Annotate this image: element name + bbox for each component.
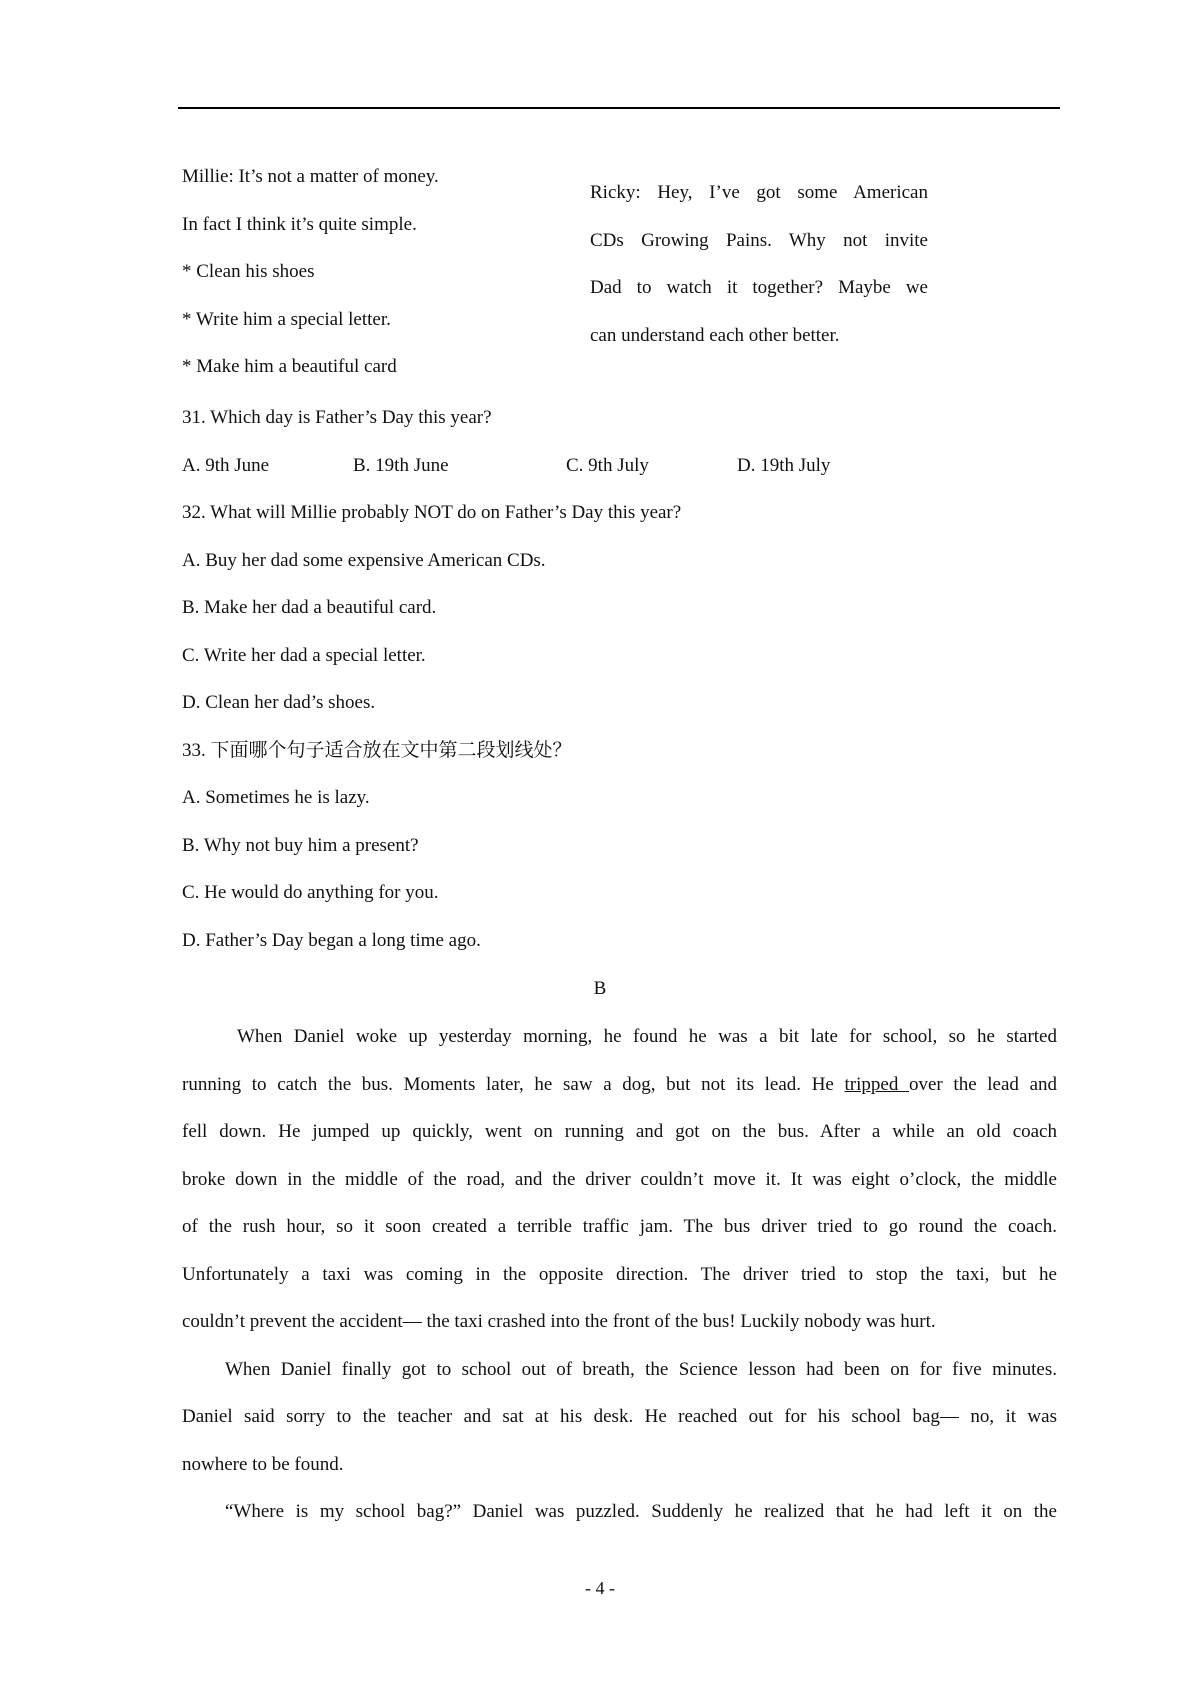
paragraph-line: couldn’t prevent the accident— the taxi crashed into the front of the bus! Luckily nobody was hurt. [182,1311,936,1332]
option-a: A. Sometimes he is lazy. [182,787,370,808]
millie-line: Millie: It’s not a matter of money. [182,166,439,187]
paragraph-line: When Daniel woke up yesterday morning, he found he was a bit late for school, so he started [237,1026,1057,1047]
option-b: B. Why not buy him a present? [182,834,419,856]
ricky-line: CDs Growing Pains. Why not invite [590,229,928,251]
option-c: C. He would do anything for you. [182,882,439,903]
paragraph-line: of the rush hour, so it soon created a terrible traffic jam. The bus driver tried to go round the coach. [182,1216,1057,1237]
option-a: A. Buy her dad some expensive American CDs. [182,549,546,571]
paragraph-line: Daniel said sorry to the teacher and sat at his desk. He reached out for his school bag— no, it was [182,1406,1057,1427]
ricky-line: Ricky: Hey, I’ve got some American [590,182,928,203]
paragraph-line: Unfortunately a taxi was coming in the opposite direction. The driver tried to stop the taxi, but he [182,1263,1057,1285]
paragraph-line: “Where is my school bag?” Daniel was puzzled. Suddenly he realized that he had left it on the [225,1501,1057,1522]
option-b: B. 19th June [353,454,449,476]
option-d: D. Father’s Day began a long time ago. [182,929,481,951]
millie-list-item: * Clean his shoes [182,261,315,282]
paragraph-line: running to catch the bus. Moments later, he saw a dog, but not its lead. He tripped over the lead and [182,1073,1058,1095]
paragraph-line: broke down in the middle of the road, and the driver couldn’t move it. It was eight o’clock, the middle [182,1168,1057,1190]
option-c: C. 9th July [566,454,649,476]
option-a: A. 9th June [182,454,270,476]
millie-dialogue [182,158,582,396]
paragraph-line: fell down. He jumped up quickly, went on running and got on the bus. After a while an old coach [182,1121,1057,1142]
underlined-word: tripped [844,1073,909,1095]
header-rule [178,107,1060,109]
question-33-stem: 33. 下面哪个句子适合放在文中第二段划线处？ [182,739,572,761]
section-heading: B [593,978,607,999]
option-b: B. Make her dad a beautiful card. [182,597,437,618]
page-number: - 4 - [585,1578,615,1598]
question-32-stem: 32. What will Millie probably NOT do on Father’s Day this year? [182,502,682,523]
option-d: D. Clean her dad’s shoes. [182,692,376,713]
ricky-line: Dad to watch it together? Maybe we [590,277,928,298]
question-31-stem: 31. Which day is Father’s Day this year? [182,407,492,428]
ricky-line: can understand each other better. [590,324,840,346]
paragraph-line: When Daniel finally got to school out of breath, the Science lesson had been on for five minutes. [225,1358,1057,1380]
questions-block [182,399,1062,969]
option-d: D. 19th July [737,454,831,476]
millie-list-item: * Write him a special letter. [182,308,391,330]
millie-list-item: * Make him a beautiful card [182,356,397,377]
story-text [182,1018,1057,1541]
paragraph-line: nowhere to be found. [182,1453,344,1475]
millie-line: In fact I think it’s quite simple. [182,213,417,235]
question-31-options [182,447,1062,495]
option-c: C. Write her dad a special letter. [182,644,426,666]
ricky-dialogue [590,174,928,364]
